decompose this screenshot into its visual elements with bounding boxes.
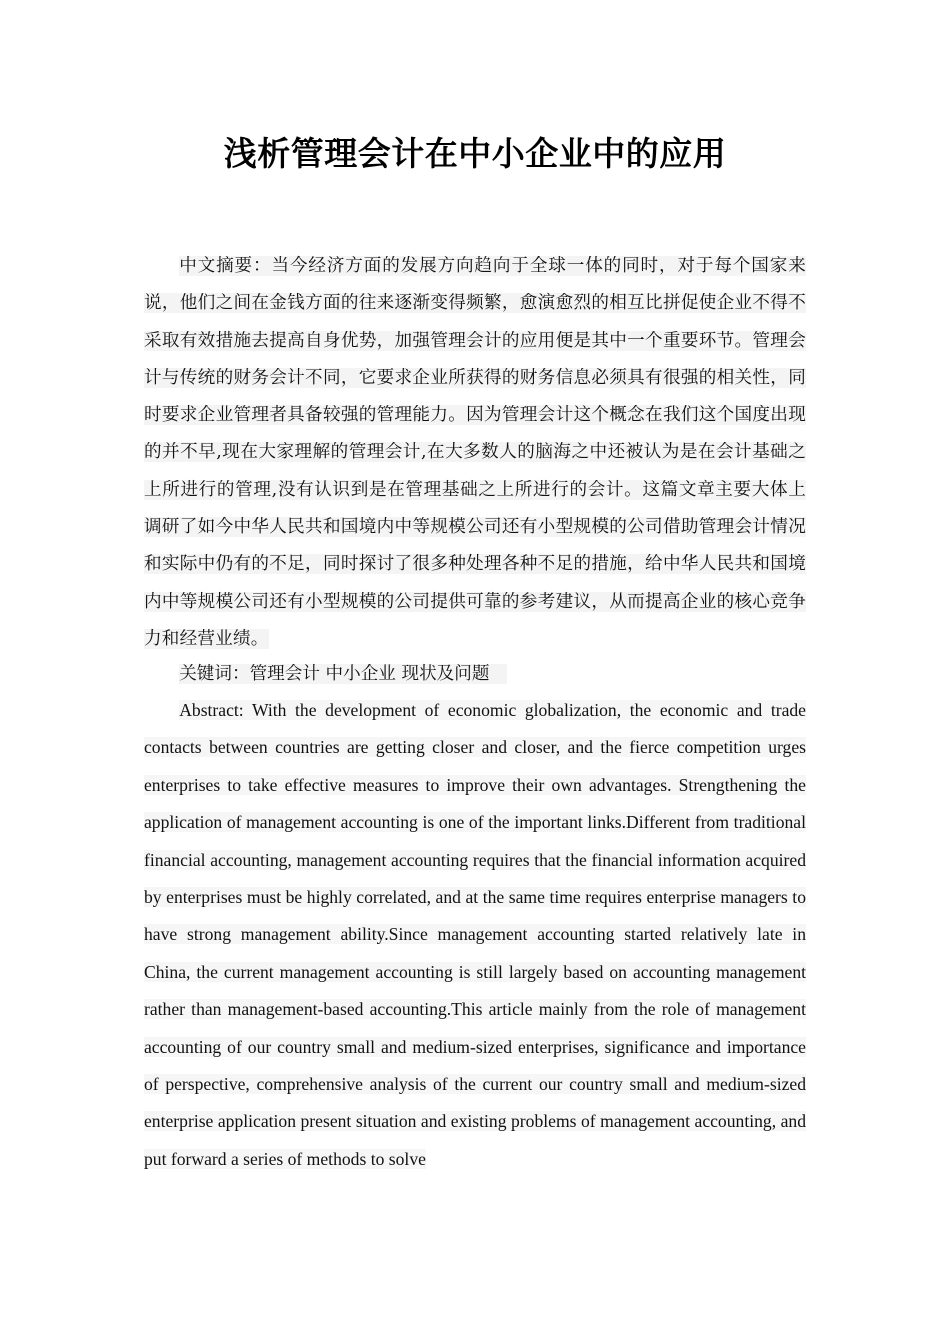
english-abstract-paragraph xyxy=(144,692,806,1178)
english-abstract-text: Abstract: With the development of economic globalization, the economic and trade contacts between countries are getting closer and closer, and the fierce competition urges enterprises to take effective measures to improve their own advantages. Strengthening the application of management accounting is one of the important links.Different from traditional financial accounting, management accounting requires that the financial information acquired by enterprises must be highly correlated, and at the same time requires enterprise managers to have strong management ability.Since management accounting started relatively late in China, the current management accounting is still largely based on accounting management rather than management-based accounting.This article mainly from the role of management accounting of our country small and medium-sized enterprises, significance and importance of perspective, comprehensive analysis of the current our country small and medium-sized enterprise application present situation and existing problems of management accounting, and put forward a series of methods to solve xyxy=(144,700,806,1169)
chinese-abstract-paragraph xyxy=(144,248,806,658)
keywords-text: 关键词：管理会计 中小企业 现状及问题 xyxy=(179,664,507,684)
chinese-abstract-text: 中文摘要：当今经济方面的发展方向趋向于全球一体的同时，对于每个国家来说，他们之间在金钱方面的往来逐渐变得频繁，愈演愈烈的相互比拼促使企业不得不采取有效措施去提高自身优势，加强管理会计的应用便是其中一个重要环节。管理会计与传统的财务会计不同，它要求企业所获得的财务信息必须具有很强的相关性，同时要求企业管理者具备较强的管理能力。因为管理会计这个概念在我们这个国度出现的并不早,现在大家理解的管理会计,在大多数人的脑海之中还被认为是在会计基础之上所进行的管理,没有认识到是在管理基础之上所进行的会计。这篇文章主要大体上调研了如今中华人民共和国境内中等规模公司还有小型规模的公司借助管理会计情况和实际中仍有的不足，同时探讨了很多种处理各种不足的措施，给中华人民共和国境内中等规模公司还有小型规模的公司提供可靠的参考建议，从而提高企业的核心竞争力和经营业绩。 xyxy=(144,256,806,649)
document-title: 浅析管理会计在中小企业中的应用 xyxy=(223,134,727,173)
keywords-line xyxy=(144,660,806,688)
